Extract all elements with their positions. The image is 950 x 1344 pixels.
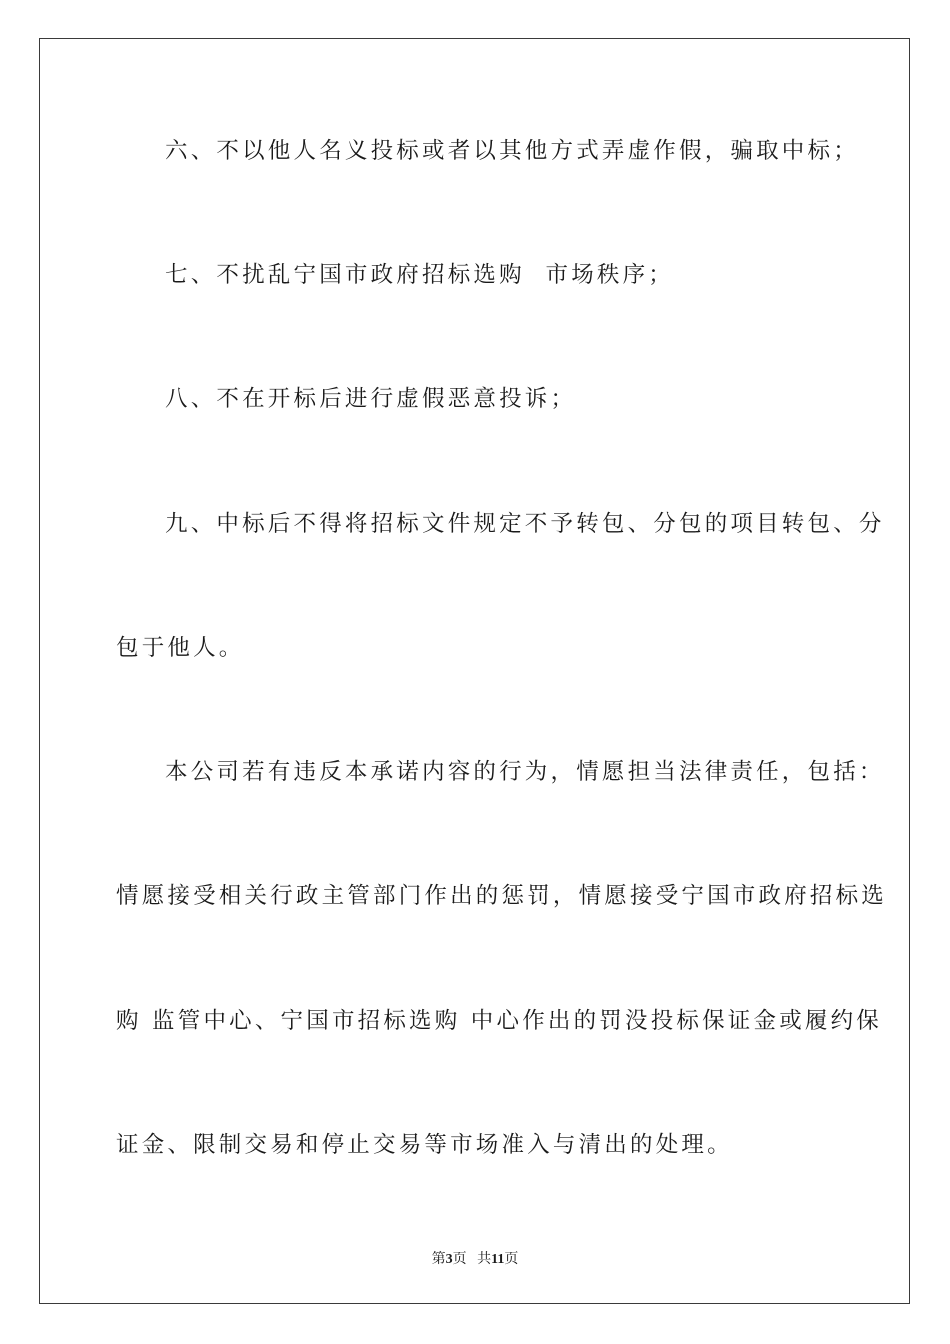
page-suffix: 页 [452, 1252, 467, 1267]
paragraph-line-1: 六、不以他人名义投标或者以其他方式弄虚作假，骗取中标； [165, 138, 859, 164]
total-suffix: 页 [504, 1252, 519, 1267]
page-number: 3 [445, 1252, 453, 1267]
paragraph-line-6: 本公司若有违反本承诺内容的行为，情愿担当法律责任，包括： [165, 759, 885, 785]
paragraph-line-8: 购 监管中心、宁国市招标选购 中心作出的罚没投标保证金或履约保 [116, 1008, 883, 1034]
paragraph-line-3: 八、不在开标后进行虚假恶意投诉； [165, 386, 577, 412]
total-prefix: 共 [477, 1252, 492, 1267]
page-prefix: 第 [431, 1252, 446, 1267]
paragraph-line-9: 证金、限制交易和停止交易等市场准入与清出的处理。 [116, 1132, 733, 1158]
page-border [39, 38, 910, 1304]
paragraph-line-5: 包于他人。 [116, 635, 245, 661]
paragraph-line-7: 情愿接受相关行政主管部门作出的惩罚，情愿接受宁国市政府招标选 [116, 883, 888, 909]
paragraph-line-4: 九、中标后不得将招标文件规定不予转包、分包的项目转包、分 [165, 511, 885, 537]
total-pages: 11 [491, 1252, 505, 1267]
page-footer [0, 1248, 950, 1268]
paragraph-line-2: 七、不扰乱宁国市政府招标选购 市场秩序； [165, 262, 675, 288]
